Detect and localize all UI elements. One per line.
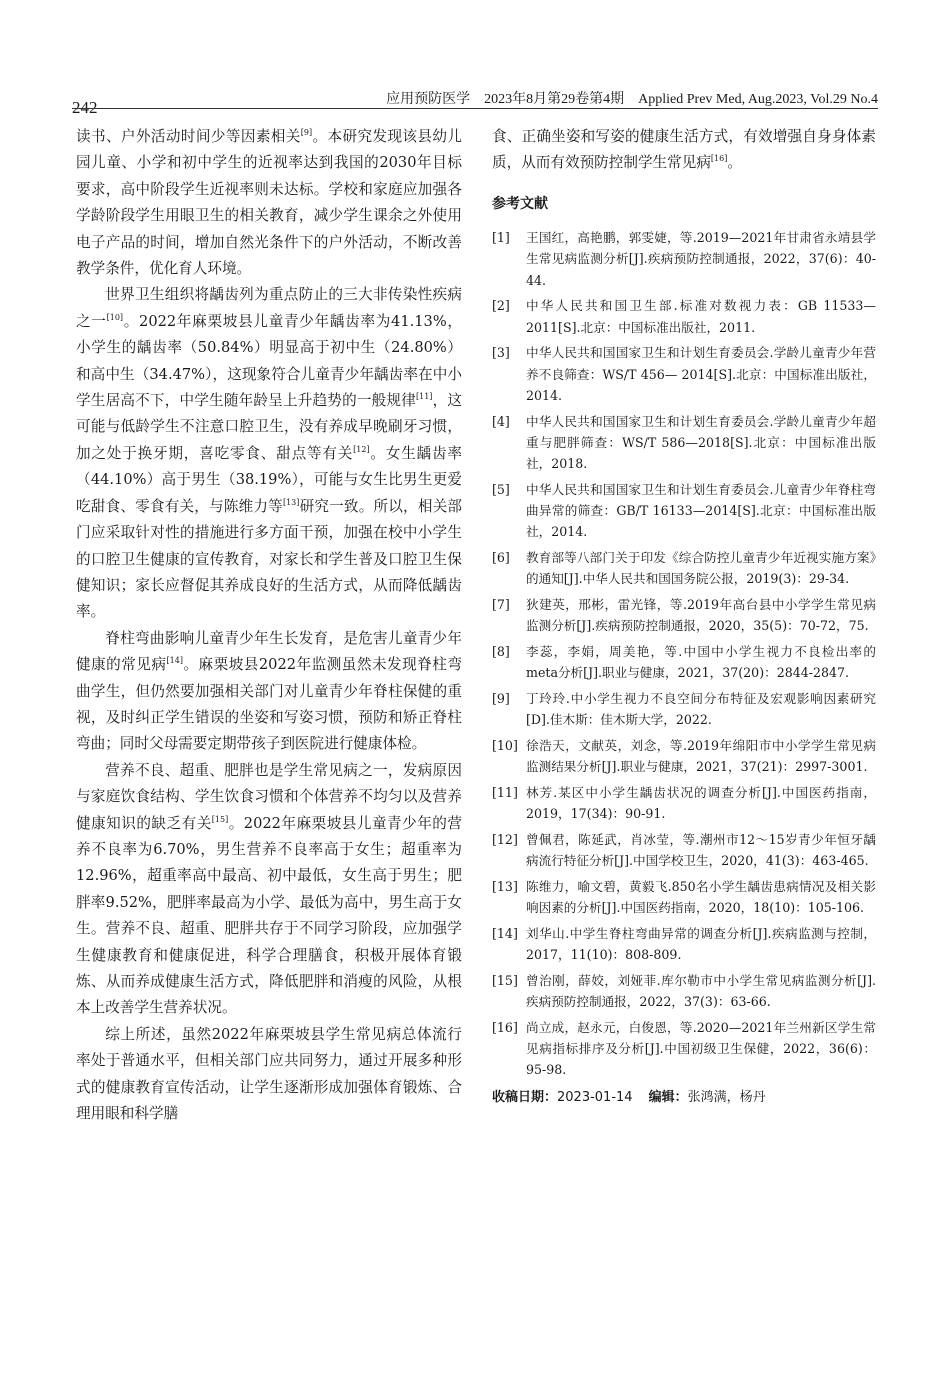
reference-text: 徐浩天，文献英，刘念，等.2019年绵阳市中小学学生常见病监测结果分析[J].职业与健康，2021，37(21)：2997-3001. bbox=[526, 738, 876, 775]
reference-text: 中华人民共和国国家卫生和计划生育委员会.儿童青少年脊柱弯曲异常的筛查：GB/T 16133—2014[S].北京：中国标准出版社，2014. bbox=[526, 481, 876, 540]
reference-item bbox=[492, 970, 876, 1012]
citation-16: [16] bbox=[710, 154, 728, 164]
editor-names: 张鸿满，杨丹 bbox=[687, 1090, 766, 1106]
reference-number: [10] bbox=[492, 738, 518, 754]
reference-number: [9] bbox=[492, 691, 510, 707]
reference-item bbox=[492, 479, 876, 543]
reference-list bbox=[492, 227, 876, 1080]
right-column bbox=[492, 124, 876, 1112]
reference-item bbox=[492, 547, 876, 589]
left-column bbox=[76, 124, 462, 1127]
reference-item bbox=[492, 735, 876, 777]
reference-item bbox=[492, 342, 876, 406]
reference-text: 陈维力，喻文碧，黄毅飞.850名小学生龋齿患病情况及相关影响因素的分析[J].中国医药指南，2020，18(10)：105-106. bbox=[526, 879, 876, 916]
reference-number: [13] bbox=[492, 879, 518, 895]
header-rule bbox=[72, 108, 878, 109]
reference-item bbox=[492, 829, 876, 871]
reference-item bbox=[492, 876, 876, 918]
reference-number: [1] bbox=[492, 230, 510, 246]
reference-text: 教育部等八部门关于印发《综合防控儿童青少年近视实施方案》的通知[J].中华人民共和国国务院公报，2019(3)：29-34. bbox=[526, 550, 876, 587]
paragraph-dental-caries: 世界卫生组织将龋齿列为重点防止的三大非传染性疾病之一[10]。2022年麻栗坡县儿童青少年龋齿率为41.13%，小学生的龋齿率（50.84%）明显高于初中生（24.80%）和高中生（34.47%），这现象符合儿童青少年龋齿率在中小学生居高不下，中学生随年龄呈上升趋势的一般规律[11]，这可能与低龄学生不注意口腔卫生，没有养成早晚刷牙习惯，加之处于换牙期，喜吃零食、甜点等有关[12]。女生龋齿率（44.10%）高于男生（38.19%），可能与女生比男生更爱吃甜食、零食有关，与陈维力等[13]研究一致。所以，相关部门应采取针对性的措施进行多方面干预，加强在校中小学生的口腔卫生健康的宣传教育，对家长和学生普及口腔卫生保健知识；家长应督促其养成良好的生活方式，从而降低龋齿率。 bbox=[76, 286, 462, 621]
reference-item bbox=[492, 1017, 876, 1081]
reference-number: [6] bbox=[492, 550, 510, 566]
reference-text: 中华人民共和国国家卫生和计划生育委员会.学龄儿童青少年超重与肥胖筛查：WS/T 586—2018[S].北京：中国标准出版社，2018. bbox=[526, 413, 876, 472]
reference-text: 王国红，高艳鹏，郭雯婕，等.2019—2021年甘肃省永靖县学生常见病监测分析[J].疾病预防控制通报，2022，37(6)：40-44. bbox=[526, 230, 876, 288]
running-header: 应用预防医学 2023年8月第29卷第4期 Applied Prev Med, Aug.2023, Vol.29 No.4 bbox=[386, 92, 878, 107]
paragraph-myopia-conclusion: 读书、户外活动时间少等因素相关[9]。本研究发现该县幼儿园儿童、小学和初中学生的近视率达到我国的2030年目标要求，高中阶段学生近视率则未达标。学校和家庭应加强各学龄阶段学生用眼卫生的相关教育，减少学生课余之外使用电子产品的时间，增加自然光条件下的户外活动，不断改善教学条件，优化育人环境。 bbox=[76, 128, 462, 278]
reference-item bbox=[492, 411, 876, 475]
reference-text: 曾治刚，薛姣，刘娅菲.库尔勒市中小学生常见病监测分析[J].疾病预防控制通报，2022，37(3)：63-66. bbox=[526, 973, 876, 1010]
reference-item bbox=[492, 641, 876, 683]
received-date: 2023-01-14 bbox=[557, 1090, 633, 1106]
citation-11: [11] bbox=[416, 392, 433, 402]
reference-text: 中华人民共和国卫生部.标准对数视力表：GB 11533—2011[S].北京：中国标准出版社，2011. bbox=[526, 298, 876, 335]
paragraph-summary: 综上所述，虽然2022年麻栗坡县学生常见病总体流行率处于普通水平，但相关部门应共同努力，通过开展多种形式的健康教育宣传活动，让学生逐渐形成加强体育锻炼、合理用眼和科学膳 bbox=[76, 1025, 462, 1123]
reference-text: 中华人民共和国国家卫生和计划生育委员会.学龄儿童青少年营养不良筛查：WS/T 456— 2014[S].北京：中国标准出版社，2014. bbox=[526, 345, 876, 403]
citation-13: [13] bbox=[282, 497, 300, 507]
reference-text: 林芳.某区中小学生龋齿状况的调查分析[J].中国医药指南，2019，17(34)：90-91. bbox=[526, 785, 876, 822]
reference-number: [11] bbox=[492, 785, 518, 801]
citation-10: [10] bbox=[106, 312, 124, 322]
editor-label: 编辑： bbox=[648, 1090, 688, 1106]
reference-number: [5] bbox=[492, 481, 510, 497]
reference-item bbox=[492, 923, 876, 965]
reference-item bbox=[492, 295, 876, 337]
reference-text: 李蕊，李娟，周美艳，等.中国中小学生视力不良检出率的meta分析[J].职业与健康，2021，37(20)：2844-2847. bbox=[526, 644, 876, 681]
received-label: 收稿日期： bbox=[492, 1090, 558, 1106]
reference-number: [8] bbox=[492, 644, 510, 660]
reference-number: [2] bbox=[492, 298, 510, 314]
citation-15: [15] bbox=[211, 814, 229, 824]
article-footer bbox=[492, 1085, 876, 1111]
citation-12: [12] bbox=[353, 445, 370, 455]
reference-number: [12] bbox=[492, 832, 518, 848]
references-heading: 参考文献 bbox=[492, 195, 548, 212]
reference-text: 刘华山.中学生脊柱弯曲异常的调查分析[J].疾病监测与控制，2017，11(10)：808-809. bbox=[526, 926, 876, 963]
reference-text: 尚立成，赵永元，白俊恩，等.2020—2021年兰州新区学生常见病指标排序及分析[J].中国初级卫生保健，2022，36(6)：95-98. bbox=[526, 1020, 876, 1078]
reference-item bbox=[492, 688, 876, 730]
reference-item bbox=[492, 594, 876, 636]
reference-item bbox=[492, 227, 876, 291]
paragraph-spinal-curvature: 脊柱弯曲影响儿童青少年生长发育，是危害儿童青少年健康的常见病[14]。麻栗坡县2022年监测虽然未发现脊柱弯曲学生，但仍然要加强相关部门对儿童青少年脊柱保健的重视，及时纠正学生错误的坐姿和写姿习惯，预防和矫正脊柱弯曲；同时父母需要定期带孩子到医院进行健康体检。 bbox=[76, 629, 462, 753]
reference-number: [16] bbox=[492, 1020, 518, 1036]
reference-text: 曾佩君，陈延武，肖冰莹，等.潮州市12～15岁青少年恒牙龋病流行特征分析[J].中国学校卫生，2020，41(3)：463-465. bbox=[526, 832, 876, 869]
reference-text: 丁玲玲.中小学生视力不良空间分布特征及宏观影响因素研究[D].佳木斯：佳木斯大学，2022. bbox=[526, 691, 876, 728]
reference-item bbox=[492, 782, 876, 824]
reference-text: 狄建英，邢彬，雷光锋，等.2019年高台县中小学学生常见病监测分析[J].疾病预防控制通报，2020，35(5)：70-72，75. bbox=[526, 597, 876, 634]
page-number: 242 bbox=[72, 98, 98, 117]
reference-number: [14] bbox=[492, 926, 518, 942]
reference-number: [3] bbox=[492, 345, 510, 361]
reference-number: [7] bbox=[492, 597, 510, 613]
paragraph-nutrition: 营养不良、超重、肥胖也是学生常见病之一，发病原因与家庭饮食结构、学生饮食习惯和个体营养不均匀以及营养健康知识的缺乏有关[15]。2022年麻栗坡县儿童青少年的营养不良率为6.70%，男生营养不良率高于女生；超重率为12.96%，超重率高中最高、初中最低，女生高于男生；肥胖率9.52%，肥胖率最高为小学、最低为高中，男生高于女生。营养不良、超重、肥胖共存于不同学习阶段，应加强学生健康教育和健康促进，科学合理膳食，积极开展体育锻炼、从而养成健康生活方式，降低肥胖和消瘦的风险，从根本上改善学生营养状况。 bbox=[76, 761, 462, 1017]
paragraph-summary-continued: 食、正确坐姿和写姿的健康生活方式，有效增强自身身体素质，从而有效预防控制学生常见病[16]。 bbox=[492, 128, 876, 172]
reference-number: [4] bbox=[492, 413, 510, 429]
citation-9: [9] bbox=[300, 128, 313, 138]
reference-number: [15] bbox=[492, 973, 518, 989]
citation-14: [14] bbox=[166, 656, 183, 666]
